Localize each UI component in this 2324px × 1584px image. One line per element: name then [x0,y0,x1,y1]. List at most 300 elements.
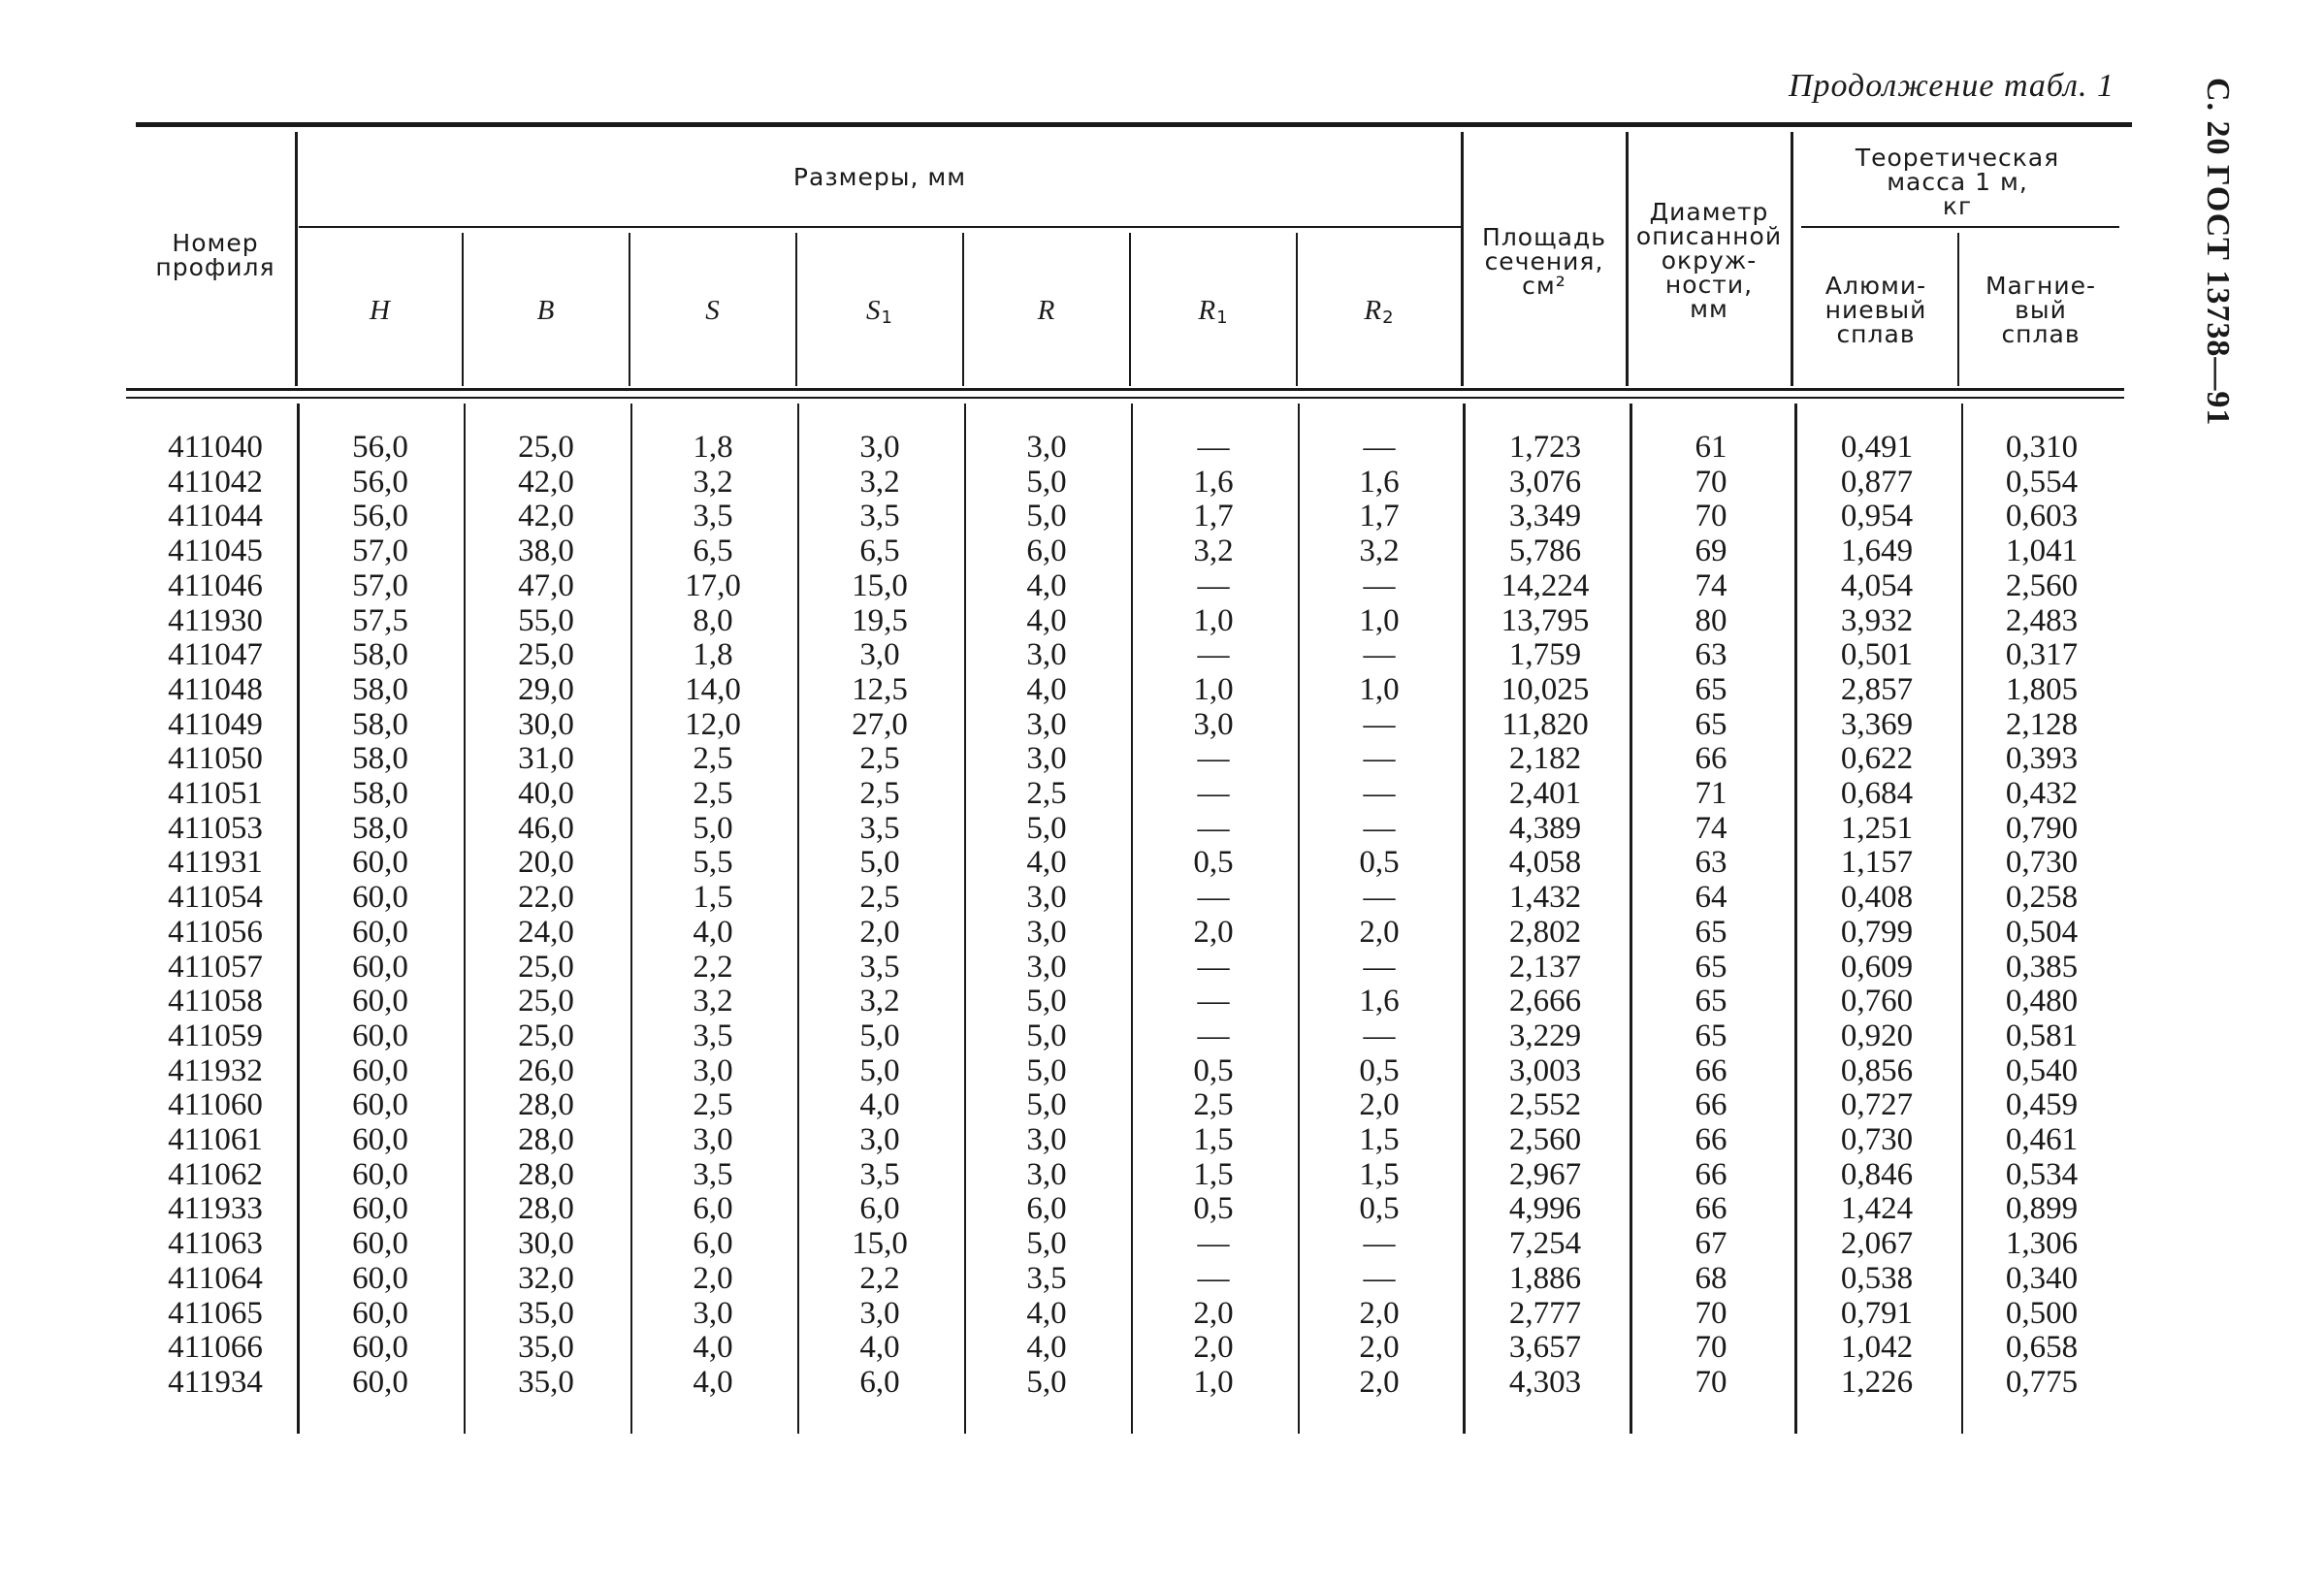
cell-B: 38,0 [518,533,574,569]
cell-profile: 411066 [168,1330,263,1366]
cell-R2: — [1363,567,1396,603]
cell-R1: — [1197,984,1230,1019]
cell-S: 12,0 [685,706,741,742]
cell-diameter: 66 [1695,1191,1727,1227]
cell-R1: 1,5 [1193,1122,1234,1157]
cell-H: 60,0 [352,1156,408,1192]
cell-R2: 3,2 [1359,533,1400,569]
cell-area: 1,759 [1508,637,1582,673]
cell-H: 56,0 [352,430,408,465]
cell-R1: — [1197,776,1230,811]
cell-profile: 411930 [168,602,263,638]
cell-R2: 1,0 [1359,671,1400,707]
cell-R2: 1,6 [1359,464,1400,500]
cell-area: 4,389 [1508,810,1582,846]
cell-R2: 1,6 [1359,984,1400,1019]
cell-S1: 5,0 [859,1052,900,1088]
cell-R1: 1,5 [1193,1156,1234,1192]
cell-R1: 1,0 [1193,602,1234,638]
cell-R2: — [1363,949,1396,985]
cell-B: 31,0 [518,741,574,777]
cell-diameter: 64 [1695,880,1727,916]
cell-B: 55,0 [518,602,574,638]
header-bottom-rule-1 [126,388,2124,391]
cell-B: 24,0 [518,914,574,950]
cell-R: 4,0 [1026,602,1067,638]
cell-S1: 6,5 [859,533,900,569]
symbol-H: H [370,295,391,326]
symbol-R1-subscript: 1 [1216,307,1229,328]
cell-S: 3,0 [693,1295,733,1331]
cell-R1: 1,0 [1193,671,1234,707]
cell-B: 47,0 [518,567,574,603]
cell-diameter: 66 [1695,1122,1727,1157]
cell-mass-aluminium: 2,067 [1840,1226,1914,1262]
cell-profile: 411062 [168,1156,263,1192]
header-col-R1 [1131,295,1296,330]
col-divider-profile [295,132,298,386]
cell-R1: 0,5 [1193,1191,1234,1227]
cell-S1: 3,2 [859,984,900,1019]
cell-R2: — [1363,637,1396,673]
cell-diameter: 68 [1695,1260,1727,1296]
cell-B: 25,0 [518,637,574,673]
cell-H: 58,0 [352,776,408,811]
cell-R: 3,0 [1026,1122,1067,1157]
cell-mass-magnesium: 0,534 [2005,1156,2079,1192]
cell-area: 2,666 [1508,984,1582,1019]
cell-R: 3,0 [1026,430,1067,465]
cell-mass-aluminium: 3,369 [1840,706,1914,742]
cell-mass-aluminium: 0,799 [1840,914,1914,950]
cell-B: 25,0 [518,430,574,465]
cell-R1: — [1197,567,1230,603]
cell-mass-aluminium: 0,877 [1840,464,1914,500]
cell-R: 4,0 [1026,1330,1067,1366]
cell-profile: 411063 [168,1226,263,1262]
cell-S1: 5,0 [859,845,900,881]
col-divider-diameter [1791,132,1793,386]
cell-diameter: 65 [1695,984,1727,1019]
cell-profile: 411054 [168,880,263,916]
cell-mass-aluminium: 1,649 [1840,533,1914,569]
cell-B: 28,0 [518,1156,574,1192]
cell-area: 4,996 [1508,1191,1582,1227]
cell-S: 6,0 [693,1226,733,1262]
cell-S: 2,5 [693,776,733,811]
cell-R: 5,0 [1026,1226,1067,1262]
cell-mass-aluminium: 1,251 [1840,810,1914,846]
cell-S: 5,0 [693,810,733,846]
cell-mass-magnesium: 0,393 [2005,741,2079,777]
cell-mass-aluminium: 4,054 [1840,567,1914,603]
cell-R2: 2,0 [1359,1087,1400,1123]
cell-R1: 1,7 [1193,499,1234,534]
header-area: Площадь сечения, см² [1482,223,1606,300]
dimensions-group-rule [299,226,1461,228]
cell-B: 28,0 [518,1122,574,1157]
cell-B: 30,0 [518,706,574,742]
header-mass-group: Теоретическая масса 1 м, кг [1855,144,2060,220]
cell-R: 5,0 [1026,1364,1067,1400]
cell-S: 3,0 [693,1122,733,1157]
cell-R2: — [1363,430,1396,465]
cell-H: 60,0 [352,1052,408,1088]
cell-S: 2,2 [693,949,733,985]
cell-R1: 2,5 [1193,1087,1234,1123]
cell-R2: 0,5 [1359,1052,1400,1088]
cell-profile: 411931 [168,845,263,881]
cell-R1: — [1197,1226,1230,1262]
cell-B: 35,0 [518,1364,574,1400]
cell-R1: 1,6 [1193,464,1234,500]
cell-mass-aluminium: 0,760 [1840,984,1914,1019]
cell-mass-aluminium: 1,424 [1840,1191,1914,1227]
cell-S: 5,5 [693,845,733,881]
cell-R1: — [1197,741,1230,777]
cell-H: 60,0 [352,1018,408,1053]
cell-profile: 411045 [168,533,263,569]
cell-mass-magnesium: 0,581 [2005,1018,2079,1053]
cell-diameter: 65 [1695,1018,1727,1053]
header-dimensions-group: Размеры, мм [792,163,967,191]
cell-diameter: 61 [1695,430,1727,465]
cell-B: 29,0 [518,671,574,707]
cell-R: 4,0 [1026,1295,1067,1331]
symbol-S1-subscript: 1 [881,307,893,328]
symbol-B: B [536,295,556,326]
cell-area: 2,182 [1508,741,1582,777]
header-diameter: Диаметр описанной окруж- ности, мм [1635,198,1783,323]
cell-profile: 411053 [168,810,263,846]
header-bottom-rule-2 [126,397,2124,399]
cell-H: 60,0 [352,914,408,950]
cell-diameter: 70 [1695,1295,1727,1331]
cell-R: 3,5 [1026,1260,1067,1296]
cell-R1: 3,0 [1193,706,1234,742]
cell-R2: 0,5 [1359,1191,1400,1227]
cell-R: 4,0 [1026,567,1067,603]
table-top-rule [136,122,2132,127]
cell-B: 25,0 [518,1018,574,1053]
cell-B: 42,0 [518,464,574,500]
cell-R: 3,0 [1026,706,1067,742]
cell-B: 30,0 [518,1226,574,1262]
cell-H: 60,0 [352,1122,408,1157]
cell-H: 60,0 [352,949,408,985]
cell-H: 60,0 [352,1295,408,1331]
cell-diameter: 65 [1695,914,1727,950]
cell-mass-magnesium: 2,483 [2005,602,2079,638]
cell-R: 6,0 [1026,533,1067,569]
cell-mass-magnesium: 1,041 [2005,533,2079,569]
cell-mass-magnesium: 0,385 [2005,949,2079,985]
cell-R1: — [1197,949,1230,985]
cell-H: 58,0 [352,741,408,777]
cell-area: 5,786 [1508,533,1582,569]
symbol-S1: S [866,295,882,326]
cell-S: 2,5 [693,741,733,777]
cell-S: 6,5 [693,533,733,569]
cell-S: 3,5 [693,499,733,534]
cell-R: 5,0 [1026,810,1067,846]
cell-profile: 411047 [168,637,263,673]
cell-R1: — [1197,430,1230,465]
cell-area: 11,820 [1501,706,1589,742]
cell-R2: 0,5 [1359,845,1400,881]
cell-mass-aluminium: 0,408 [1840,880,1914,916]
symbol-R: R [1037,295,1056,326]
cell-profile: 411065 [168,1295,263,1331]
cell-diameter: 70 [1695,1330,1727,1366]
cell-profile: 411058 [168,984,263,1019]
cell-R1: — [1197,880,1230,916]
cell-mass-aluminium: 0,491 [1840,430,1914,465]
cell-H: 58,0 [352,637,408,673]
cell-diameter: 70 [1695,464,1727,500]
cell-S1: 4,0 [859,1330,900,1366]
symbol-R1: R [1198,295,1217,326]
cell-S1: 12,5 [852,671,908,707]
cell-profile: 411934 [168,1364,263,1400]
cell-S1: 15,0 [852,1226,908,1262]
cell-R2: — [1363,880,1396,916]
cell-R2: 2,0 [1359,1295,1400,1331]
cell-R2: — [1363,1260,1396,1296]
cell-diameter: 70 [1695,1364,1727,1400]
cell-S1: 6,0 [859,1364,900,1400]
cell-R2: — [1363,741,1396,777]
cell-diameter: 71 [1695,776,1727,811]
cell-R2: — [1363,1018,1396,1053]
cell-profile: 411060 [168,1087,263,1123]
cell-area: 2,560 [1508,1122,1582,1157]
header-profile-number: Номер профиля [155,229,275,281]
cell-R2: — [1363,776,1396,811]
cell-profile: 411064 [168,1260,263,1296]
cell-S1: 2,2 [859,1260,900,1296]
cell-R: 3,0 [1026,914,1067,950]
cell-mass-magnesium: 0,540 [2005,1052,2079,1088]
cell-B: 35,0 [518,1330,574,1366]
cell-R2: 1,5 [1359,1156,1400,1192]
cell-H: 60,0 [352,984,408,1019]
cell-R1: 0,5 [1193,845,1234,881]
cell-S1: 2,5 [859,776,900,811]
cell-diameter: 67 [1695,1226,1727,1262]
cell-S1: 4,0 [859,1087,900,1123]
cell-mass-magnesium: 0,480 [2005,984,2079,1019]
symbol-R2-subscript: 2 [1382,307,1395,328]
cell-S1: 19,5 [852,602,908,638]
cell-H: 60,0 [352,1226,408,1262]
cell-R: 3,0 [1026,1156,1067,1192]
cell-R2: 2,0 [1359,914,1400,950]
cell-mass-magnesium: 0,730 [2005,845,2079,881]
cell-diameter: 65 [1695,671,1727,707]
cell-S1: 3,0 [859,1122,900,1157]
cell-R: 5,0 [1026,1018,1067,1053]
cell-S: 2,0 [693,1260,733,1296]
cell-R: 5,0 [1026,984,1067,1019]
cell-S: 17,0 [685,567,741,603]
cell-H: 60,0 [352,1330,408,1366]
cell-R: 5,0 [1026,464,1067,500]
cell-H: 56,0 [352,499,408,534]
cell-area: 7,254 [1508,1226,1582,1262]
cell-mass-aluminium: 0,501 [1840,637,1914,673]
cell-S: 3,0 [693,1052,733,1088]
cell-diameter: 80 [1695,602,1727,638]
header-col-H [299,295,462,326]
cell-mass-aluminium: 1,226 [1840,1364,1914,1400]
cell-S: 4,0 [693,914,733,950]
cell-profile: 411061 [168,1122,263,1157]
cell-S1: 3,5 [859,1156,900,1192]
cell-mass-aluminium: 0,791 [1840,1295,1914,1331]
cell-mass-magnesium: 0,554 [2005,464,2079,500]
cell-B: 28,0 [518,1191,574,1227]
cell-S1: 3,0 [859,1295,900,1331]
cell-H: 60,0 [352,1191,408,1227]
cell-profile: 411048 [168,671,263,707]
cell-diameter: 74 [1695,567,1727,603]
cell-R1: 2,0 [1193,914,1234,950]
header-col-R2 [1298,295,1461,330]
cell-area: 2,802 [1508,914,1582,950]
cell-R: 4,0 [1026,845,1067,881]
cell-R: 3,0 [1026,637,1067,673]
cell-S1: 15,0 [852,567,908,603]
cell-S1: 2,0 [859,914,900,950]
cell-mass-aluminium: 0,622 [1840,741,1914,777]
cell-mass-magnesium: 0,899 [2005,1191,2079,1227]
cell-S1: 3,0 [859,430,900,465]
header-col-R [964,295,1129,326]
cell-B: 32,0 [518,1260,574,1296]
symbol-S: S [705,295,721,326]
cell-profile: 411932 [168,1052,263,1088]
cell-mass-aluminium: 0,684 [1840,776,1914,811]
page-side-header: С. 20 ГОСТ 13738—91 [2200,78,2236,427]
cell-diameter: 63 [1695,637,1727,673]
cell-R1: — [1197,637,1230,673]
header-col-B [464,295,629,326]
cell-R1: 2,0 [1193,1295,1234,1331]
cell-S1: 6,0 [859,1191,900,1227]
cell-area: 2,137 [1508,949,1582,985]
cell-S1: 3,5 [859,499,900,534]
cell-S1: 3,5 [859,949,900,985]
cell-R: 6,0 [1026,1191,1067,1227]
cell-area: 1,886 [1508,1260,1582,1296]
cell-profile: 411049 [168,706,263,742]
cell-B: 26,0 [518,1052,574,1088]
cell-H: 60,0 [352,1087,408,1123]
cell-B: 46,0 [518,810,574,846]
cell-B: 20,0 [518,845,574,881]
cell-S1: 27,0 [852,706,908,742]
cell-mass-aluminium: 0,727 [1840,1087,1914,1123]
cell-R2: 2,0 [1359,1364,1400,1400]
cell-profile: 411933 [168,1191,263,1227]
cell-S1: 3,2 [859,464,900,500]
cell-R1: 1,0 [1193,1364,1234,1400]
cell-S1: 5,0 [859,1018,900,1053]
cell-mass-aluminium: 0,609 [1840,949,1914,985]
cell-B: 28,0 [518,1087,574,1123]
cell-area: 4,058 [1508,845,1582,881]
cell-diameter: 66 [1695,1087,1727,1123]
symbol-R2: R [1364,295,1383,326]
cell-profile: 411040 [168,430,263,465]
cell-H: 58,0 [352,706,408,742]
cell-B: 40,0 [518,776,574,811]
header-aluminium-alloy: Алюми- ниевый сплав [1824,272,1927,348]
cell-mass-magnesium: 0,658 [2005,1330,2079,1366]
cell-H: 57,0 [352,533,408,569]
cell-R2: 1,0 [1359,602,1400,638]
cell-mass-magnesium: 2,128 [2005,706,2079,742]
cell-mass-aluminium: 1,157 [1840,845,1914,881]
cell-B: 25,0 [518,949,574,985]
cell-profile: 411051 [168,776,263,811]
cell-R: 4,0 [1026,671,1067,707]
cell-R1: 2,0 [1193,1330,1234,1366]
cell-R: 2,5 [1026,776,1067,811]
cell-mass-magnesium: 2,560 [2005,567,2079,603]
cell-area: 14,224 [1501,567,1590,603]
cell-diameter: 66 [1695,741,1727,777]
cell-S: 3,5 [693,1018,733,1053]
cell-H: 57,5 [352,602,408,638]
cell-H: 57,0 [352,567,408,603]
cell-R1: 3,2 [1193,533,1234,569]
cell-diameter: 74 [1695,810,1727,846]
cell-mass-aluminium: 1,042 [1840,1330,1914,1366]
cell-mass-aluminium: 0,730 [1840,1122,1914,1157]
cell-mass-magnesium: 0,258 [2005,880,2079,916]
cell-area: 13,795 [1501,602,1590,638]
cell-R2: — [1363,810,1396,846]
cell-mass-aluminium: 2,857 [1840,671,1914,707]
cell-mass-magnesium: 1,306 [2005,1226,2079,1262]
cell-S1: 3,0 [859,637,900,673]
cell-H: 60,0 [352,1364,408,1400]
cell-diameter: 65 [1695,706,1727,742]
cell-mass-magnesium: 0,500 [2005,1295,2079,1331]
cell-profile: 411057 [168,949,263,985]
cell-R1: — [1197,1260,1230,1296]
cell-mass-magnesium: 0,310 [2005,430,2079,465]
cell-H: 58,0 [352,810,408,846]
cell-R2: 1,5 [1359,1122,1400,1157]
cell-S: 1,5 [693,880,733,916]
cell-mass-aluminium: 3,932 [1840,602,1914,638]
cell-B: 42,0 [518,499,574,534]
cell-R: 5,0 [1026,1087,1067,1123]
cell-area: 3,229 [1508,1018,1582,1053]
cell-R: 3,0 [1026,741,1067,777]
cell-S: 6,0 [693,1191,733,1227]
cell-area: 3,657 [1508,1330,1582,1366]
cell-S: 1,8 [693,430,733,465]
table-continuation-caption: Продолжение табл. 1 [1788,68,2114,104]
cell-mass-aluminium: 0,538 [1840,1260,1914,1296]
cell-S: 2,5 [693,1087,733,1123]
cell-mass-magnesium: 0,504 [2005,914,2079,950]
cell-mass-magnesium: 0,775 [2005,1364,2079,1400]
